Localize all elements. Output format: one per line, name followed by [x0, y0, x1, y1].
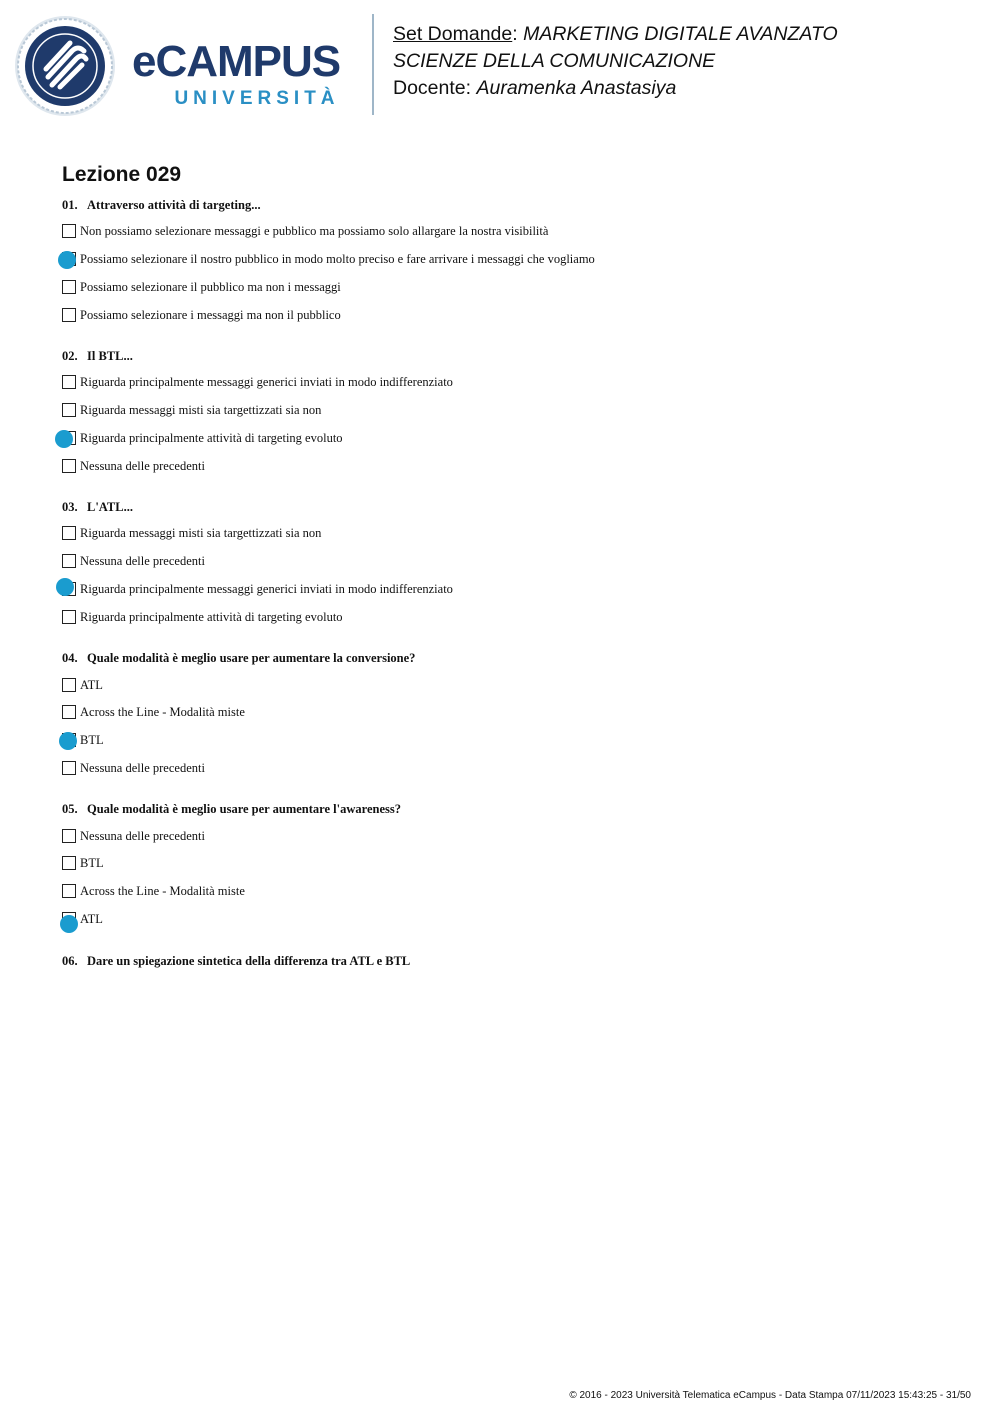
answer-text: Riguarda principalmente attività di targeting evoluto [80, 431, 343, 445]
degree-name: SCIENZE DELLA COMUNICAZIONE [393, 50, 716, 72]
answer-checkbox[interactable] [62, 526, 76, 540]
correct-answer-marker [60, 915, 78, 933]
question-number: 01. [62, 198, 78, 212]
correct-answer-marker [59, 732, 77, 750]
answer-checkbox[interactable] [62, 403, 76, 417]
question-number: 02. [62, 349, 78, 363]
question-03 [62, 499, 133, 515]
course-line: Set Domande: MARKETING DIGITALE AVANZATO [393, 23, 838, 45]
answer-text: Possiamo selezionare i messaggi ma non il pubblico [80, 308, 341, 322]
question-text: Quale modalità è meglio usare per aumentare l'awareness? [87, 802, 401, 816]
answer-text: Possiamo selezionare il pubblico ma non i messaggi [80, 280, 341, 294]
answer-text: Possiamo selezionare il nostro pubblico in modo molto preciso e fare arrivare i messaggi che vogliamo [80, 252, 595, 266]
answer-checkbox[interactable] [62, 829, 76, 843]
answer-text: ATL [80, 912, 103, 926]
answer-text: Non possiamo selezionare messaggi e pubblico ma possiamo solo allargare la nostra visibilità [80, 224, 549, 238]
answer-checkbox[interactable] [62, 459, 76, 473]
answer-text: ATL [80, 678, 103, 692]
correct-answer-marker [56, 578, 74, 596]
university-seal-logo [14, 15, 116, 117]
question-text: L'ATL... [87, 500, 133, 514]
answer-text: Nessuna delle precedenti [80, 459, 205, 473]
answer-checkbox[interactable] [62, 856, 76, 870]
answer-checkbox[interactable] [62, 761, 76, 775]
page-footer: © 2016 - 2023 Università Telematica eCampus - Data Stampa 07/11/2023 15:43:25 - 31/50 [569, 1390, 971, 1401]
answer-text: Riguarda principalmente messaggi generici inviati in modo indifferenziato [80, 375, 453, 389]
answer-text: Riguarda principalmente attività di targeting evoluto [80, 610, 343, 624]
answer-text: BTL [80, 856, 104, 870]
answer-text: Riguarda messaggi misti sia targettizzati sia non [80, 403, 322, 417]
lesson-title: Lezione 029 [62, 163, 182, 186]
set-label: Set Domande [393, 23, 513, 45]
teacher-name: Auramenka Anastasiya [476, 77, 677, 99]
brand-subtitle: UNIVERSITÀ [174, 88, 340, 109]
question-text: Il BTL... [87, 349, 133, 363]
question-number: 05. [62, 802, 78, 816]
correct-answer-marker [55, 430, 73, 448]
answer-text: Across the Line - Modalità miste [80, 884, 245, 898]
answer-checkbox[interactable] [62, 224, 76, 238]
answer-checkbox[interactable] [62, 375, 76, 389]
course-info [393, 21, 983, 102]
answer-text: Nessuna delle precedenti [80, 554, 205, 568]
correct-answer-marker [58, 251, 76, 269]
question-text: Quale modalità è meglio usare per aumentare la conversione? [87, 651, 416, 665]
question-05 [62, 801, 401, 817]
question-01 [62, 197, 261, 213]
answer-checkbox[interactable] [62, 884, 76, 898]
brand-wordmark [132, 37, 357, 112]
answer-checkbox[interactable] [62, 554, 76, 568]
question-number: 03. [62, 500, 78, 514]
question-text: Attraverso attività di targeting... [87, 198, 261, 212]
answer-text: Across the Line - Modalità miste [80, 705, 245, 719]
answer-checkbox[interactable] [62, 308, 76, 322]
answer-text: Nessuna delle precedenti [80, 761, 205, 775]
course-name: MARKETING DIGITALE AVANZATO [523, 23, 838, 45]
answer-text: Nessuna delle precedenti [80, 829, 205, 843]
answer-text: Riguarda principalmente messaggi generici inviati in modo indifferenziato [80, 582, 453, 596]
question-06 [62, 953, 410, 969]
question-number: 06. [62, 954, 78, 968]
answer-checkbox[interactable] [62, 705, 76, 719]
header-divider [372, 14, 374, 115]
answer-checkbox[interactable] [62, 610, 76, 624]
question-number: 04. [62, 651, 78, 665]
answer-text: Riguarda messaggi misti sia targettizzati sia non [80, 526, 322, 540]
question-02 [62, 348, 133, 364]
answer-text: BTL [80, 733, 104, 747]
answer-checkbox[interactable] [62, 678, 76, 692]
question-04 [62, 650, 415, 666]
teacher-line: Docente: Auramenka Anastasiya [393, 77, 677, 99]
question-text: Dare un spiegazione sintetica della differenza tra ATL e BTL [87, 954, 411, 968]
brand-name: eCAMPUS [132, 37, 341, 86]
page-header [0, 0, 1000, 130]
answer-checkbox[interactable] [62, 280, 76, 294]
teacher-label: Docente [393, 77, 466, 99]
